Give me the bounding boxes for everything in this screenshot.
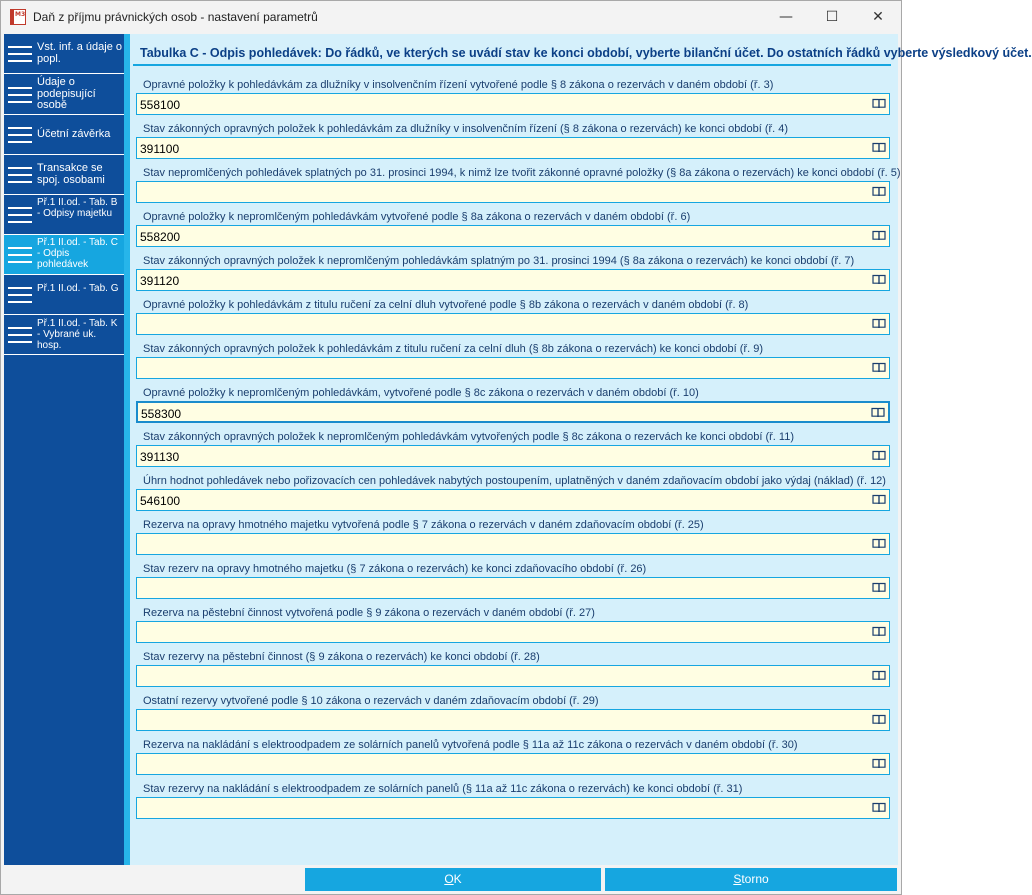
field-label-9: Stav zákonných opravných položek k nepromlčeným pohledávkám vytvořených podle § 8c zákona o rezervách ke konci období (ř. 11) [143,431,794,443]
sidebar-item-4[interactable] [4,155,124,195]
hamburger-icon [8,245,32,265]
book-icon[interactable] [872,670,886,681]
account-input-1[interactable] [136,93,890,115]
sidebar-item-7[interactable] [4,275,124,315]
title-bar [1,1,901,33]
cancel-label: torno [741,872,769,886]
book-icon[interactable] [872,274,886,285]
account-value: 558200 [140,230,181,244]
ok-label: K [453,872,462,886]
account-input-16[interactable] [136,753,890,775]
close-icon: ✕ [872,9,884,25]
field-label-13: Rezerva na pěstební činnost vytvořená podle § 9 zákona o rezervách v daném období (ř. 27) [143,607,595,619]
sidebar-item-label: Transakce se spoj. osobami [37,162,105,186]
account-input-13[interactable] [136,621,890,643]
sidebar-item-label: Př.1 II.od. - Tab. K - Vybrané uk. hosp. [37,318,118,351]
hamburger-icon [8,325,32,345]
book-icon[interactable] [871,407,885,418]
account-input-2[interactable] [136,137,890,159]
field-label-16: Rezerva na nakládání s elektroodpadem ze solárních panelů vytvořená podle § 11a až 11c zákona o rezervách v daném období (ř. 30) [143,739,798,751]
close-button[interactable] [855,1,901,33]
account-value: 558300 [141,407,182,421]
account-input-3[interactable] [136,181,890,203]
sidebar-item-1[interactable] [4,34,124,74]
field-label-17: Stav rezervy na nakládání s elektroodpadem ze solárních panelů (§ 11a až 11c zákona o rezervách) ke konci období (ř. 31) [143,783,743,795]
sidebar-item-label: Př.1 II.od. - Tab. C - Odpis pohledávek [37,237,118,270]
sidebar-item-label: Př.1 II.od. - Tab. G [37,283,119,294]
sidebar-item-label: Účetní závěrka [37,128,111,140]
hamburger-icon [8,125,32,145]
account-input-9[interactable] [136,445,890,467]
book-icon[interactable] [872,494,886,505]
book-icon[interactable] [872,714,886,725]
minimize-icon: — [779,9,793,25]
book-icon[interactable] [872,626,886,637]
book-icon[interactable] [872,362,886,373]
book-icon[interactable] [872,582,886,593]
book-icon[interactable] [872,538,886,549]
book-icon[interactable] [872,230,886,241]
book-icon[interactable] [872,318,886,329]
app-icon [10,9,26,25]
account-input-17[interactable] [136,797,890,819]
account-input-14[interactable] [136,665,890,687]
field-label-6: Opravné položky k pohledávkám z titulu ručení za celní dluh vytvořené podle § 8b zákona o rezervách v daném období (ř. 8) [143,299,749,311]
sidebar-item-label: Př.1 II.od. - Tab. B - Odpisy majetku [37,197,118,219]
account-value: 391100 [140,142,180,156]
account-input-10[interactable] [136,489,890,511]
field-label-14: Stav rezervy na pěstební činnost (§ 9 zákona o rezervách) ke konci období (ř. 28) [143,651,540,663]
field-label-1: Opravné položky k pohledávkám za dlužníky v insolvenčním řízení vytvořené podle § 8 zákona o rezervách v daném období (ř. 3) [143,79,774,91]
account-input-8[interactable] [136,401,890,423]
account-input-4[interactable] [136,225,890,247]
app-icon-label: M3 [15,11,26,18]
account-input-11[interactable] [136,533,890,555]
maximize-icon: ☐ [825,9,839,25]
account-input-15[interactable] [136,709,890,731]
field-label-10: Úhrn hodnot pohledávek nebo pořizovacích cen pohledávek nabytých postoupením, uplatněných v daném zdaňovacím období jako výdaj (náklad) (ř. 12) [143,475,886,487]
account-value: 391130 [140,450,180,464]
field-label-15: Ostatní rezervy vytvořené podle § 10 zákona o rezervách v daném zdaňovacím období (ř. 29) [143,695,599,707]
book-icon[interactable] [872,186,886,197]
book-icon[interactable] [872,758,886,769]
footer [1,865,901,894]
sidebar-item-2[interactable] [4,74,124,115]
sidebar [4,34,124,865]
field-label-12: Stav rezerv na opravy hmotného majetku (§ 7 zákona o rezervách) ke konci zdaňovacího období (ř. 26) [143,563,647,575]
field-label-3: Stav nepromlčených pohledávek splatných po 31. prosinci 1994, k nimž lze tvořit zákonné opravné položky (§ 8a zákona o rezervách) ke konci období (ř. 5) [143,167,901,179]
field-label-8: Opravné položky k nepromlčeným pohledávkám, vytvořené podle § 8c zákona o rezervách v daném období (ř. 10) [143,387,699,399]
account-value: 391120 [140,274,180,288]
hamburger-icon [8,165,32,185]
sidebar-item-8[interactable] [4,315,124,355]
field-label-2: Stav zákonných opravných položek k pohledávkám za dlužníky v insolvenčním řízení (§ 8 zákona o rezervách) ke konci období (ř. 4) [143,123,789,135]
maximize-button[interactable] [809,1,855,33]
hamburger-icon [8,44,32,64]
panel-header: Tabulka C - Odpis pohledávek: Do řádků, ve kterých se uvádí stav ke konci období, vyberte bilanční účet. Do ostatních řádků vyberte výsledkový účet. [133,42,891,66]
sidebar-item-label: Údaje o podepisující osobě [37,76,96,111]
ok-button[interactable] [305,868,601,891]
main-panel [130,34,1032,865]
book-icon[interactable] [872,98,886,109]
ok-accel: O [444,872,454,886]
field-label-4: Opravné položky k nepromlčeným pohledávkám vytvořené podle § 8a zákona o rezervách v daném období (ř. 6) [143,211,691,223]
window-title: Daň z příjmu právnických osob - nastavení parametrů [33,10,318,24]
sidebar-item-5[interactable] [4,195,124,235]
account-value: 558100 [140,98,181,112]
sidebar-item-label: Vst. inf. a údaje o popl. [37,41,122,65]
hamburger-icon [8,285,32,305]
hamburger-icon [8,85,32,105]
field-label-7: Stav zákonných opravných položek k pohledávkám z titulu ručení za celní dluh (§ 8b zákona o rezervách) ke konci období (ř. 9) [143,343,764,355]
account-input-5[interactable] [136,269,890,291]
field-label-5: Stav zákonných opravných položek k nepromlčeným pohledávkám splatným po 31. prosinci 1994 (§ 8a zákona o rezervách) ke konci období (ř. 7) [143,255,855,267]
account-input-7[interactable] [136,357,890,379]
account-input-12[interactable] [136,577,890,599]
cancel-accel: S [733,872,742,886]
cancel-button[interactable] [605,868,897,891]
book-icon[interactable] [872,142,886,153]
sidebar-item-3[interactable] [4,115,124,155]
book-icon[interactable] [872,450,886,461]
account-value: 546100 [140,494,181,508]
field-label-11: Rezerva na opravy hmotného majetku vytvořená podle § 7 zákona o rezervách v daném zdaňovacím období (ř. 25) [143,519,704,531]
hamburger-icon [8,205,32,225]
book-icon[interactable] [872,802,886,813]
minimize-button[interactable] [763,1,809,33]
sidebar-item-6[interactable] [4,235,124,275]
account-input-6[interactable] [136,313,890,335]
